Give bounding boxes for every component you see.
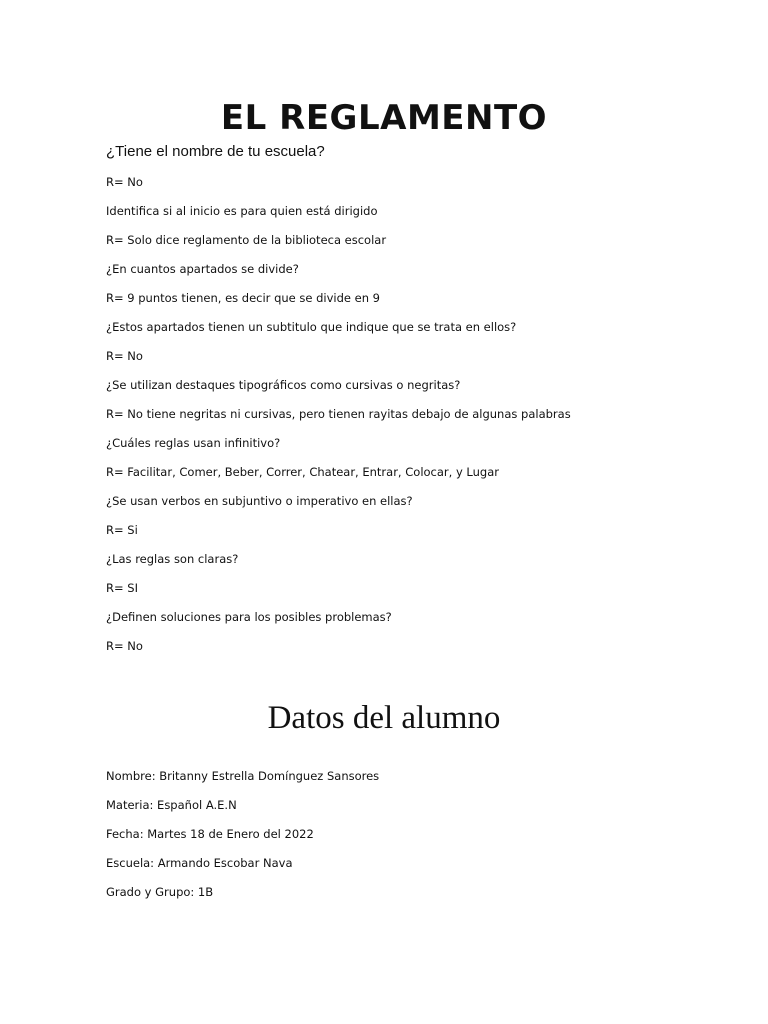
question-line: ¿Las reglas son claras? <box>106 552 239 566</box>
answer-line: R= No <box>106 175 143 189</box>
first-question: ¿Tiene el nombre de tu escuela? <box>106 143 325 160</box>
question-line: ¿Estos apartados tienen un subtitulo que indique que se trata en ellos? <box>106 320 517 334</box>
question-line: ¿Se utilizan destaques tipográficos como cursivas o negritas? <box>106 378 461 392</box>
student-info-list <box>106 766 379 911</box>
student-name: Nombre: Britanny Estrella Domínguez Sansores <box>106 769 380 783</box>
question-line: Identifica si al inicio es para quien está dirigido <box>106 204 378 218</box>
student-section-title: Datos del alumno <box>267 700 501 736</box>
document-title: EL REGLAMENTO <box>220 98 548 138</box>
answer-line: R= No tiene negritas ni cursivas, pero tienen rayitas debajo de algunas palabras <box>106 407 571 421</box>
question-line: ¿Definen soluciones para los posibles problemas? <box>106 610 392 624</box>
question-line: ¿Se usan verbos en subjuntivo o imperativo en ellas? <box>106 494 413 508</box>
question-line: ¿En cuantos apartados se divide? <box>106 262 299 276</box>
student-subject: Materia: Español A.E.N <box>106 798 237 812</box>
answer-line: R= Solo dice reglamento de la biblioteca escolar <box>106 233 387 247</box>
student-grade-group: Grado y Grupo: 1B <box>106 885 214 899</box>
question-answer-list <box>106 172 571 665</box>
answer-line: R= Facilitar, Comer, Beber, Correr, Chatear, Entrar, Colocar, y Lugar <box>106 465 499 479</box>
student-school: Escuela: Armando Escobar Nava <box>106 856 293 870</box>
answer-line: R= No <box>106 349 143 363</box>
student-date: Fecha: Martes 18 de Enero del 2022 <box>106 827 314 841</box>
answer-line: R= 9 puntos tienen, es decir que se divide en 9 <box>106 291 380 305</box>
question-line: ¿Cuáles reglas usan infinitivo? <box>106 436 281 450</box>
answer-line: R= No <box>106 639 143 653</box>
answer-line: R= SI <box>106 581 138 595</box>
answer-line: R= Si <box>106 523 138 537</box>
